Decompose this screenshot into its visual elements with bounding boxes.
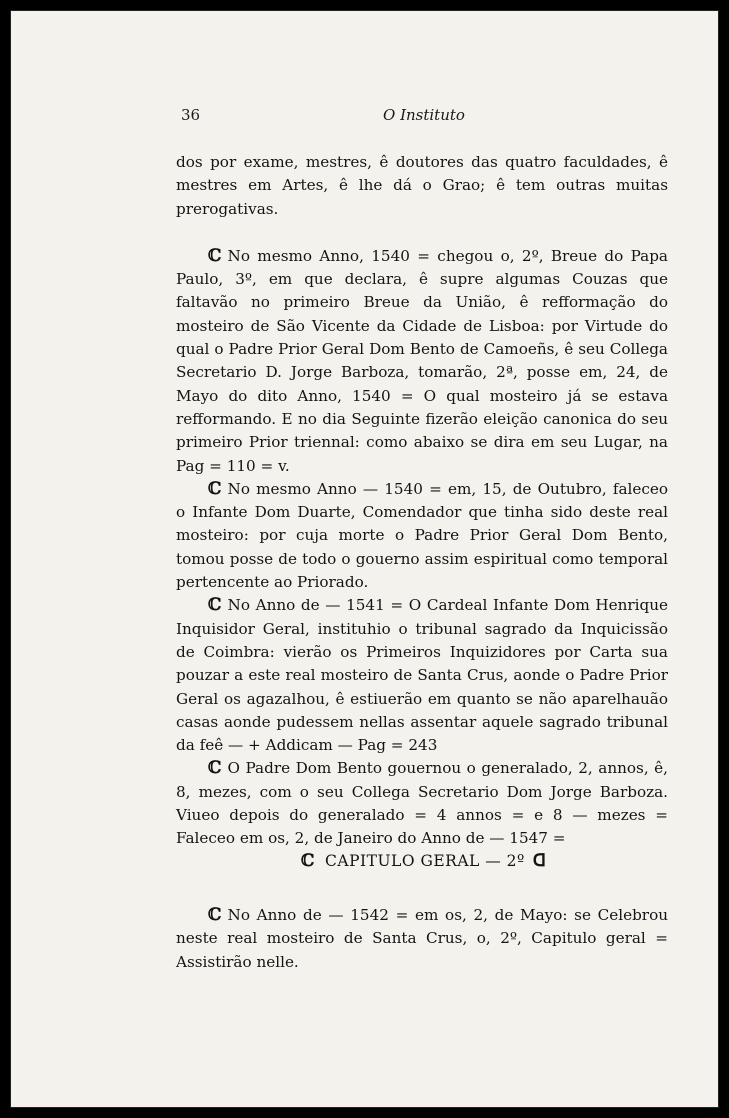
paragraph	[176, 245, 668, 478]
final-text	[176, 904, 668, 974]
paragraph-text: No mesmo Anno — 1540 = em, 15, de Outubro, faleceo o Infante Dom Duarte, Comendador que tinha sido deste real mosteiro: por cuja morte o Padre Prior Geral Dom Bento, tomou posse de todo o gouerno assim espiritual como temporal pertencente ao Priorado.	[176, 479, 668, 592]
pilcrow-icon: ℂ	[208, 595, 222, 616]
section-heading	[301, 851, 546, 871]
section-heading-text: CAPITULO GERAL — 2º	[325, 852, 525, 870]
paragraph-text: No Anno de — 1541 = O Cardeal Infante Dom Henrique Inquisidor Geral, instituhio o tribunal sagrado da Inquicissão de Coimbra: vierão os Primeiros Inquizidores por Carta sua pouzar a este real mosteiro de Santa Crus, aonde o Padre Prior Geral os agazalhou, ê estiuerão em quanto se não aparelhauão casas aonde pudessem nellas assentar aquele sagrado tribunal da feê — + Addicam — Pag = 243	[176, 596, 668, 755]
page-number: 36	[181, 106, 201, 124]
pilcrow-icon: ℂ	[208, 905, 222, 925]
paragraph-text: No Anno de — 1542 = em os, 2, de Mayo: se Celebrou neste real mosteiro de Santa Crus, o, 2º, Capitulo geral = Assistirão nelle.	[176, 906, 668, 971]
paragraph-text: O Padre Dom Bento gouernou o generalado, 2, annos, ê, 8, mezes, com o seu Collega Secretario Dom Jorge Barboza. Viueo depois do generalado = 4 annos = e 8 — mezes = Faleceo em os, 2, de Janeiro do Anno de — 1547 =	[176, 759, 668, 848]
paragraph	[176, 478, 668, 594]
paragraph-text: No mesmo Anno, 1540 = chegou o, 2º, Breue do Papa Paulo, 3º, em que declara, ê supre algumas Couzas que faltavão no primeiro Breue da União, ê refformação do mosteiro de São Vicente da Cidade de Lisboa: por Virtude do qual o Padre Prior Geral Dom Bento de Camoeñs, ê seu Collega Secretario D. Jorge Barboza, tomarão, 2ª, posse em, 24, de Mayo do dito Anno, 1540 = O qual mosteiro já se estava refformando. E no dia Seguinte fizerão eleição canonica do seu primeiro Prior triennal: como abaixo se dira em seu Lugar, na Pag = 110 = v.	[176, 246, 668, 475]
paragraph	[176, 757, 668, 850]
running-title: O Instituto	[383, 106, 465, 124]
pilcrow-icon: ℂ	[208, 758, 222, 779]
book-page	[10, 10, 719, 1108]
pilcrow-icon: ℂ	[208, 478, 222, 499]
pilcrow-icon: ℂ	[208, 245, 222, 266]
end-mark-icon: ᗡ	[532, 851, 547, 871]
pilcrow-icon: ℂ	[301, 851, 316, 871]
paragraph	[176, 904, 668, 974]
paragraph	[176, 594, 668, 757]
body-text	[176, 151, 668, 851]
paragraph-continuation: dos por exame, mestres, ê doutores das quatro faculdades, ê mestres em Artes, ê lhe dá o Grao; ê tem outras muitas prerogativas.	[176, 153, 668, 218]
